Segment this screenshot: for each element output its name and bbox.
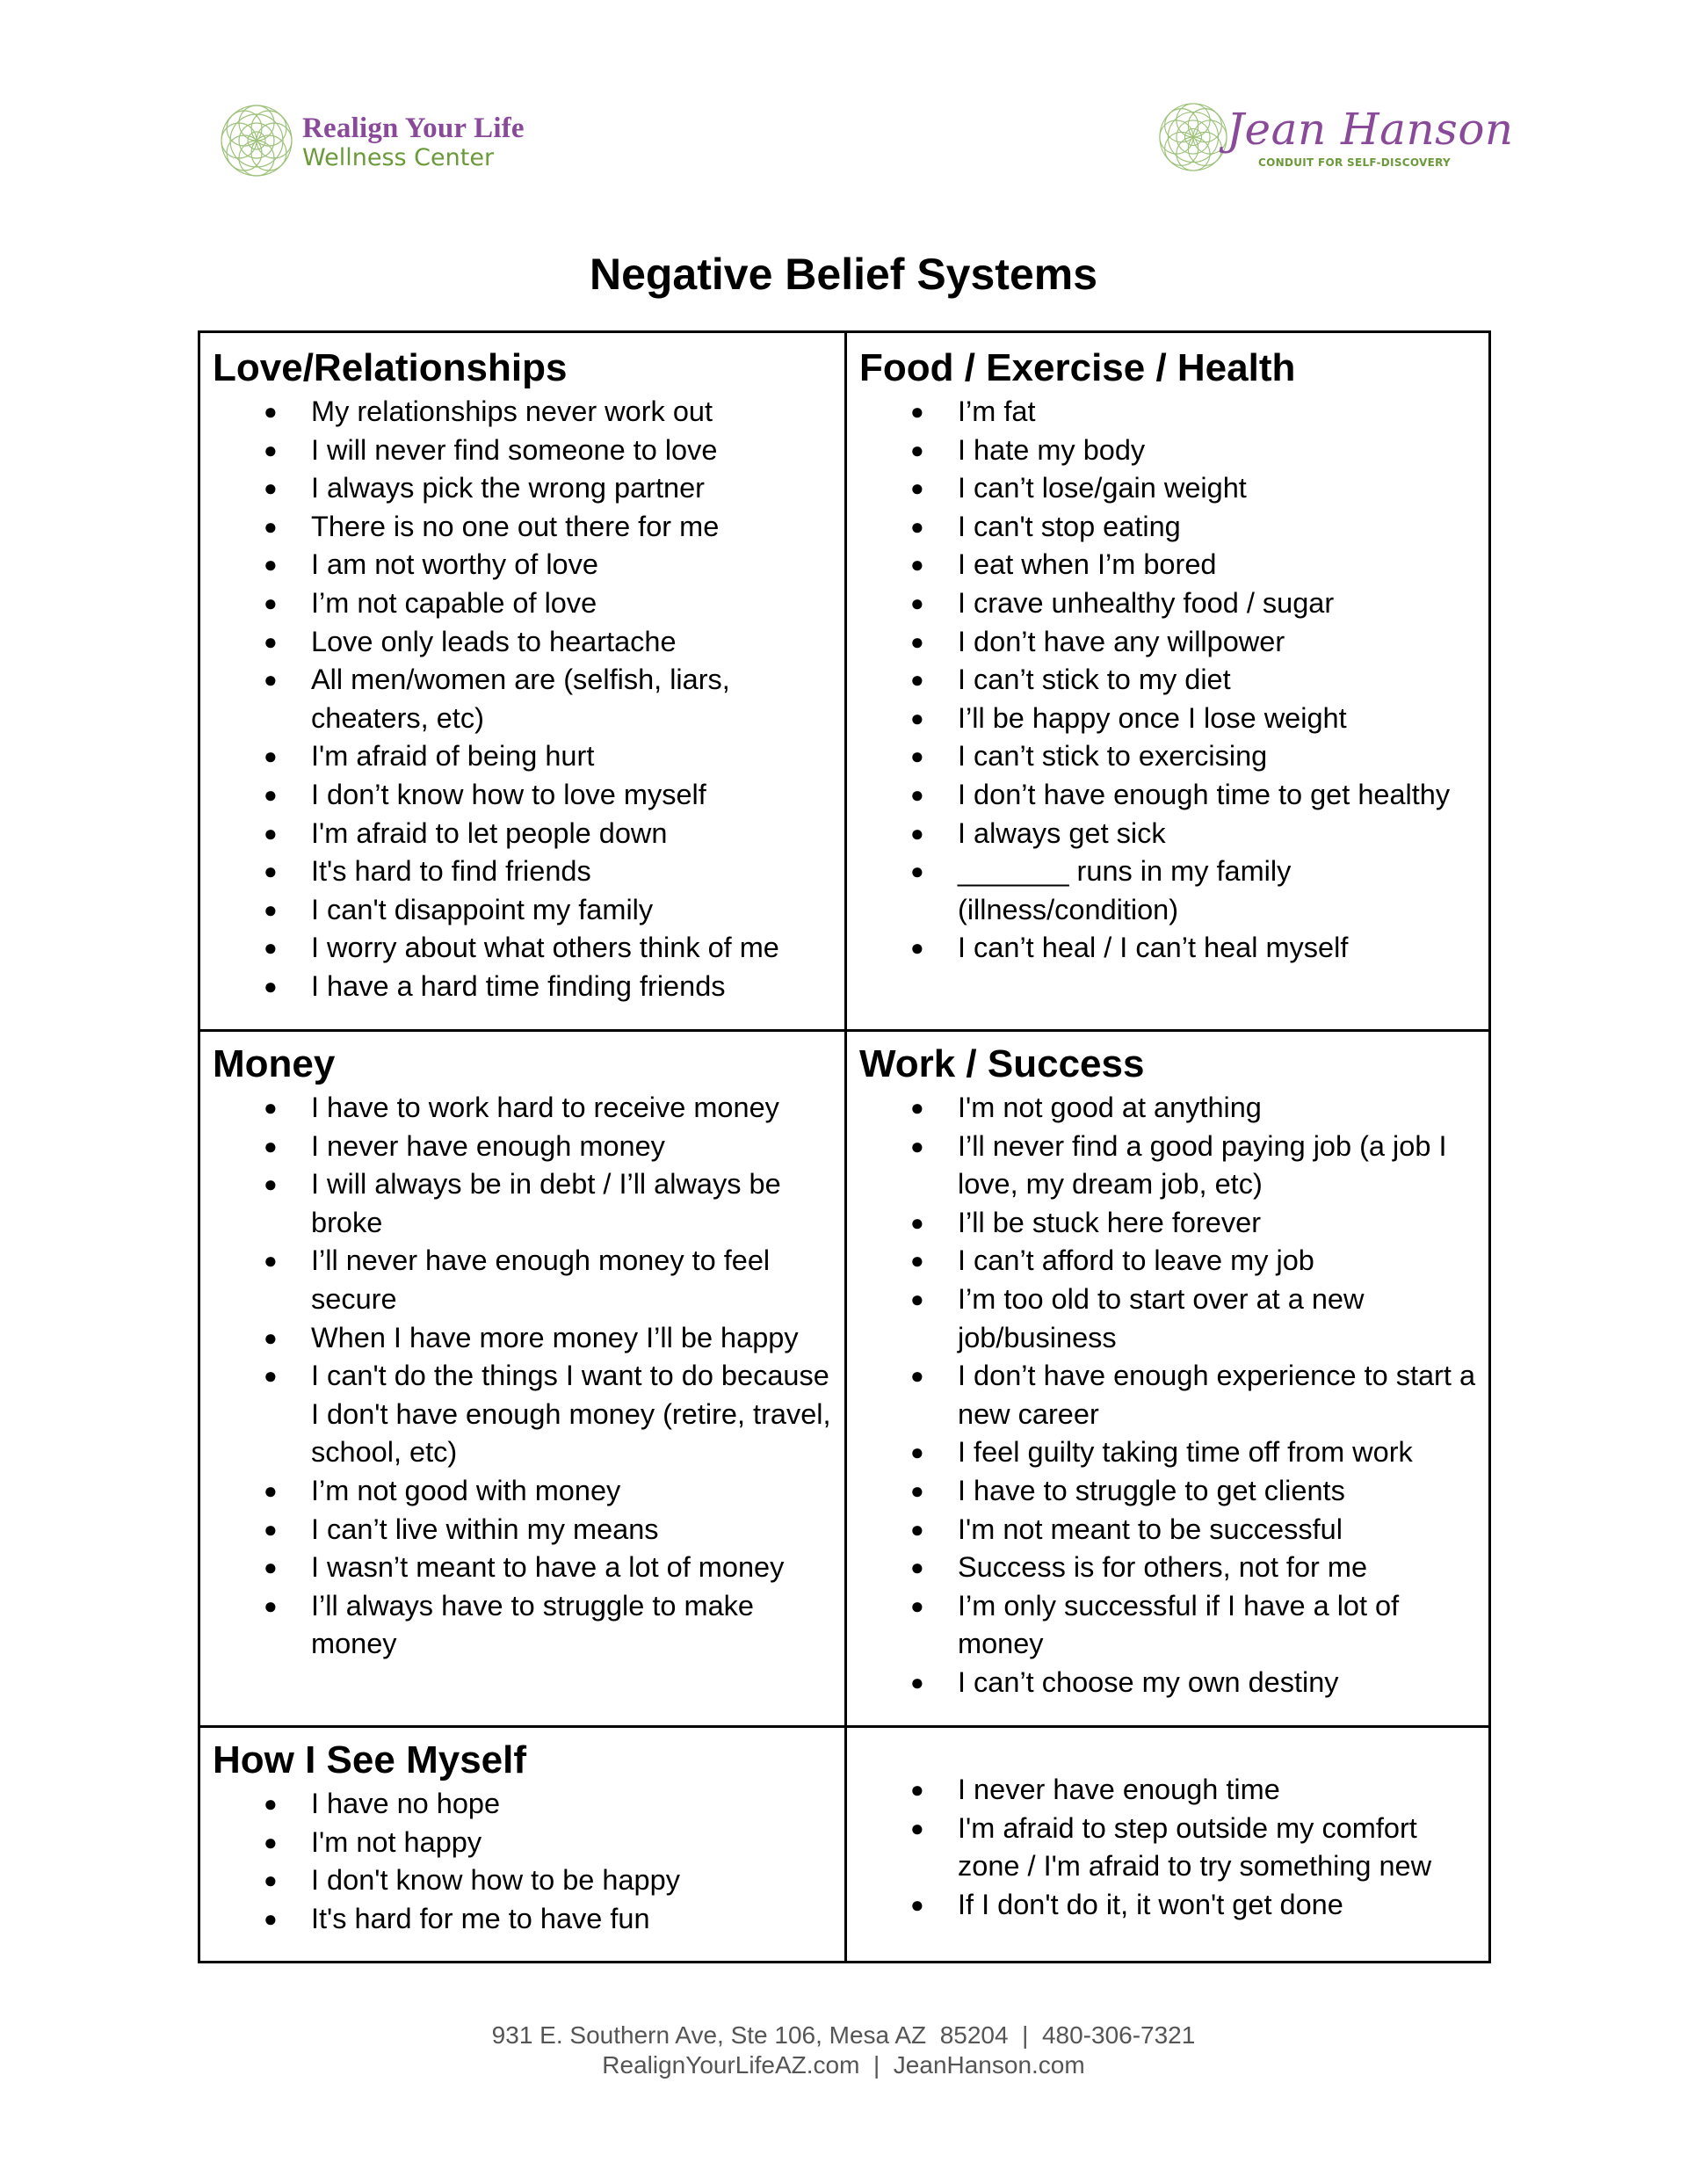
- belief-item: [213, 1549, 838, 1587]
- belief-item: [859, 737, 1485, 776]
- bullet-icon: ●: [264, 743, 278, 770]
- bullet-icon: ●: [910, 628, 924, 655]
- bullet-icon: ●: [264, 934, 278, 961]
- bullet-icon: ●: [910, 1668, 924, 1695]
- logo-tagline: CONDUIT FOR SELF-DISCOVERY: [1258, 156, 1452, 169]
- belief-item: [213, 776, 838, 815]
- belief-item: [213, 661, 838, 737]
- belief-text: I can’t lose/gain weight: [958, 472, 1247, 504]
- bullet-icon: ●: [910, 743, 924, 770]
- belief-list: [213, 1785, 838, 1938]
- section-food-exercise-health: [859, 344, 1485, 968]
- footer-websites: RealignYourLifeAZ.com | JeanHanson.com: [602, 2051, 1085, 2079]
- belief-text: I always get sick: [958, 816, 1166, 849]
- belief-item: [213, 853, 838, 891]
- bullet-icon: ●: [910, 1094, 924, 1121]
- belief-item: [859, 546, 1485, 584]
- bullet-icon: ●: [264, 1247, 278, 1274]
- belief-text: I have to struggle to get clients: [958, 1474, 1345, 1506]
- belief-text: I can’t heal / I can’t heal myself: [958, 932, 1349, 964]
- belief-text: I'm afraid to step outside my comfort zone / I'm afraid to try something new: [958, 1811, 1432, 1883]
- belief-text: I have a hard time finding friends: [311, 969, 726, 1002]
- belief-item: [859, 1472, 1485, 1511]
- belief-text: I am not worthy of love: [311, 548, 598, 581]
- belief-text: I can't disappoint my family: [311, 893, 654, 925]
- belief-item: [859, 1511, 1485, 1549]
- belief-item: [213, 968, 838, 1006]
- belief-text: I have no hope: [311, 1788, 501, 1819]
- belief-item: [213, 1785, 838, 1824]
- bullet-icon: ●: [264, 512, 278, 540]
- belief-item: [213, 584, 838, 623]
- belief-list: [213, 1089, 838, 1664]
- bullet-icon: ●: [910, 1132, 924, 1159]
- belief-text: I worry about what others think of me: [311, 932, 779, 964]
- belief-text: I will never find someone to love: [311, 433, 718, 466]
- belief-item: [859, 1810, 1485, 1886]
- belief-item: [213, 891, 838, 930]
- bullet-icon: ●: [910, 704, 924, 731]
- belief-text: I can’t stick to exercising: [958, 740, 1268, 773]
- belief-text: I can’t afford to leave my job: [958, 1244, 1314, 1277]
- belief-text: I never have enough time: [958, 1774, 1280, 1805]
- belief-item: [213, 432, 838, 470]
- bullet-icon: ●: [264, 1790, 278, 1817]
- bullet-icon: ●: [910, 1477, 924, 1504]
- belief-text: I have to work hard to receive money: [311, 1092, 779, 1123]
- belief-list: [213, 393, 838, 1006]
- bullet-icon: ●: [264, 858, 278, 885]
- bullet-icon: ●: [910, 551, 924, 578]
- belief-text: I’m too old to start over at a new job/business: [958, 1282, 1365, 1353]
- section-money: [213, 1040, 838, 1664]
- bullet-icon: ●: [264, 398, 278, 424]
- belief-item: [859, 1664, 1485, 1702]
- belief-table: [198, 330, 1491, 1963]
- belief-item: [213, 1472, 838, 1511]
- logo-line-2: Wellness Center: [302, 144, 495, 171]
- belief-text: I can’t stick to my diet: [958, 664, 1231, 696]
- belief-text: I can't stop eating: [958, 510, 1181, 542]
- bullet-icon: ●: [910, 1554, 924, 1581]
- belief-item: [859, 1549, 1485, 1587]
- belief-text: I'm not happy: [311, 1825, 482, 1858]
- belief-text: If I don't do it, it won't get done: [958, 1888, 1343, 1920]
- bullet-icon: ●: [910, 1776, 924, 1803]
- table-divider-horizontal: [200, 1029, 1488, 1032]
- bullet-icon: ●: [264, 819, 278, 846]
- belief-text: I’ll always have to struggle to make money: [311, 1589, 754, 1660]
- belief-list: [859, 1089, 1485, 1702]
- footer-address: 931 E. Southern Ave, Ste 106, Mesa AZ 85204 | 480-306-7321: [491, 2021, 1196, 2049]
- belief-item: [859, 1587, 1485, 1664]
- bullet-icon: ●: [910, 780, 924, 808]
- bullet-icon: ●: [910, 1592, 924, 1619]
- belief-text: I'm afraid of being hurt: [311, 740, 595, 773]
- belief-item: [859, 508, 1485, 547]
- belief-text: I feel guilty taking time off from work: [958, 1436, 1413, 1469]
- bullet-icon: ●: [264, 1132, 278, 1159]
- logo-line-1: Realign Your Life: [302, 112, 525, 144]
- bullet-icon: ●: [910, 475, 924, 502]
- table-divider-vertical: [844, 333, 847, 1961]
- belief-item: [213, 469, 838, 508]
- belief-text: When I have more money I’ll be happy: [311, 1321, 799, 1353]
- bullet-icon: ●: [264, 1362, 278, 1389]
- belief-item: [859, 584, 1485, 623]
- belief-text: I'm afraid to let people down: [311, 816, 668, 849]
- section-heading: How I See Myself: [213, 1738, 527, 1781]
- bullet-icon: ●: [910, 512, 924, 540]
- section-unlabeled: [859, 1736, 1485, 1924]
- bullet-icon: ●: [910, 1814, 924, 1841]
- bullet-icon: ●: [264, 1171, 278, 1198]
- section-love-relationships: [213, 344, 838, 1006]
- section-heading: Love/Relationships: [213, 346, 568, 389]
- bullet-icon: ●: [910, 1208, 924, 1236]
- mandala-icon: [1158, 102, 1228, 172]
- belief-text: I wasn’t meant to have a lot of money: [311, 1551, 785, 1584]
- belief-item: [213, 1165, 838, 1242]
- belief-text: I’ll be happy once I lose weight: [958, 701, 1347, 734]
- belief-text: I can’t choose my own destiny: [958, 1665, 1339, 1698]
- belief-item: [213, 1824, 838, 1862]
- belief-item: [213, 508, 838, 547]
- belief-text: I’m fat: [958, 395, 1036, 427]
- bullet-icon: ●: [910, 436, 924, 463]
- bullet-icon: ●: [264, 896, 278, 923]
- belief-list: [859, 1771, 1485, 1924]
- section-heading: Food / Exercise / Health: [859, 346, 1296, 389]
- belief-item: [859, 929, 1485, 968]
- belief-item: [213, 1319, 838, 1358]
- belief-item: [859, 1281, 1485, 1357]
- belief-text: I’m not good with money: [311, 1474, 621, 1506]
- belief-text: I’ll never have enough money to feel secure: [311, 1244, 771, 1315]
- belief-text: I eat when I’m bored: [958, 548, 1217, 581]
- belief-item: [213, 1861, 838, 1900]
- belief-text: I can’t live within my means: [311, 1513, 659, 1545]
- bullet-icon: ●: [264, 1828, 278, 1855]
- bullet-icon: ●: [910, 1247, 924, 1274]
- belief-item: [859, 623, 1485, 662]
- belief-item: [213, 546, 838, 584]
- belief-text: I will always be in debt / I’ll always be broke: [311, 1168, 781, 1238]
- bullet-icon: ●: [910, 1890, 924, 1918]
- bullet-icon: ●: [264, 628, 278, 655]
- belief-text: I crave unhealthy food / sugar: [958, 586, 1335, 619]
- belief-item: [859, 1242, 1485, 1281]
- bullet-icon: ●: [910, 858, 924, 885]
- belief-text: I'm not good at anything: [958, 1092, 1262, 1123]
- belief-text: I hate my body: [958, 433, 1146, 466]
- belief-text: Success is for others, not for me: [958, 1551, 1368, 1584]
- belief-item: [859, 1204, 1485, 1243]
- belief-text: It's hard for me to have fun: [311, 1902, 650, 1934]
- realign-your-life-logo: [220, 104, 536, 183]
- belief-text: Love only leads to heartache: [311, 625, 677, 657]
- bullet-icon: ●: [910, 398, 924, 424]
- belief-text: I don’t have enough time to get healthy: [958, 778, 1451, 810]
- belief-item: [213, 1587, 838, 1664]
- bullet-icon: ●: [264, 780, 278, 808]
- section-heading: Money: [213, 1042, 336, 1085]
- belief-text: There is no one out there for me: [311, 510, 720, 542]
- belief-text: I don’t have any willpower: [958, 625, 1285, 657]
- belief-item: [859, 1128, 1485, 1204]
- belief-item: [859, 661, 1485, 700]
- bullet-icon: ●: [264, 1477, 278, 1504]
- belief-text: I don't know how to be happy: [311, 1864, 680, 1897]
- bullet-icon: ●: [264, 1324, 278, 1351]
- bullet-icon: ●: [264, 972, 278, 999]
- bullet-icon: ●: [264, 475, 278, 502]
- bullet-icon: ●: [264, 436, 278, 463]
- section-work-success: [859, 1040, 1485, 1702]
- belief-item: [859, 469, 1485, 508]
- belief-text: I never have enough money: [311, 1129, 665, 1162]
- mandala-icon: [220, 104, 293, 178]
- bullet-icon: ●: [264, 589, 278, 616]
- jean-hanson-logo: [1158, 100, 1514, 179]
- belief-list: [859, 393, 1485, 968]
- section-heading: Work / Success: [859, 1042, 1145, 1085]
- belief-item: [213, 1511, 838, 1549]
- logo-name: Jean Hanson: [1227, 104, 1514, 155]
- belief-item: [213, 393, 838, 432]
- bullet-icon: ●: [264, 1905, 278, 1932]
- belief-text: _______ runs in my family (illness/condition): [958, 855, 1292, 925]
- belief-item: [213, 1089, 838, 1128]
- belief-text: I don’t have enough experience to start a new career: [958, 1360, 1476, 1430]
- bullet-icon: ●: [910, 666, 924, 693]
- bullet-icon: ●: [910, 1362, 924, 1389]
- bullet-icon: ●: [264, 551, 278, 578]
- bullet-icon: ●: [910, 819, 924, 846]
- belief-text: I’m only successful if I have a lot of money: [958, 1589, 1400, 1660]
- belief-item: [213, 815, 838, 853]
- belief-item: [859, 1433, 1485, 1472]
- belief-item: [213, 1900, 838, 1939]
- belief-text: I can't do the things I want to do because I don't have enough money (retire, travel, school, etc): [311, 1360, 831, 1469]
- belief-item: [859, 1357, 1485, 1433]
- bullet-icon: ●: [264, 666, 278, 693]
- belief-item: [859, 1089, 1485, 1128]
- belief-item: [859, 393, 1485, 432]
- belief-item: [859, 700, 1485, 738]
- belief-item: [213, 929, 838, 968]
- belief-item: [213, 1242, 838, 1318]
- bullet-icon: ●: [264, 1094, 278, 1121]
- bullet-icon: ●: [264, 1867, 278, 1894]
- belief-item: [859, 1886, 1485, 1925]
- page-title: Negative Belief Systems: [589, 249, 1098, 299]
- belief-item: [859, 432, 1485, 470]
- belief-text: I’ll never find a good paying job (a job I love, my dream job, etc): [958, 1129, 1447, 1201]
- belief-text: I’m not capable of love: [311, 586, 597, 619]
- belief-text: I’ll be stuck here forever: [958, 1206, 1262, 1238]
- bullet-icon: ●: [264, 1554, 278, 1581]
- belief-item: [859, 1771, 1485, 1810]
- belief-item: [859, 853, 1485, 929]
- belief-text: I don’t know how to love myself: [311, 778, 706, 810]
- belief-text: My relationships never work out: [311, 395, 713, 427]
- bullet-icon: ●: [910, 934, 924, 961]
- belief-text: It's hard to find friends: [311, 855, 591, 888]
- belief-item: [213, 623, 838, 662]
- belief-item: [859, 776, 1485, 815]
- belief-item: [213, 1357, 838, 1472]
- belief-item: [213, 737, 838, 776]
- belief-item: [859, 815, 1485, 853]
- table-divider-horizontal: [200, 1725, 1488, 1728]
- belief-text: I'm not meant to be successful: [958, 1513, 1343, 1545]
- bullet-icon: ●: [264, 1592, 278, 1619]
- belief-text: All men/women are (selfish, liars, cheaters, etc): [311, 664, 730, 734]
- bullet-icon: ●: [910, 589, 924, 616]
- section-how-i-see-myself: [213, 1736, 838, 1938]
- bullet-icon: ●: [910, 1515, 924, 1542]
- belief-text: I always pick the wrong partner: [311, 472, 705, 504]
- belief-item: [213, 1128, 838, 1166]
- bullet-icon: ●: [264, 1515, 278, 1542]
- bullet-icon: ●: [910, 1285, 924, 1312]
- bullet-icon: ●: [910, 1439, 924, 1466]
